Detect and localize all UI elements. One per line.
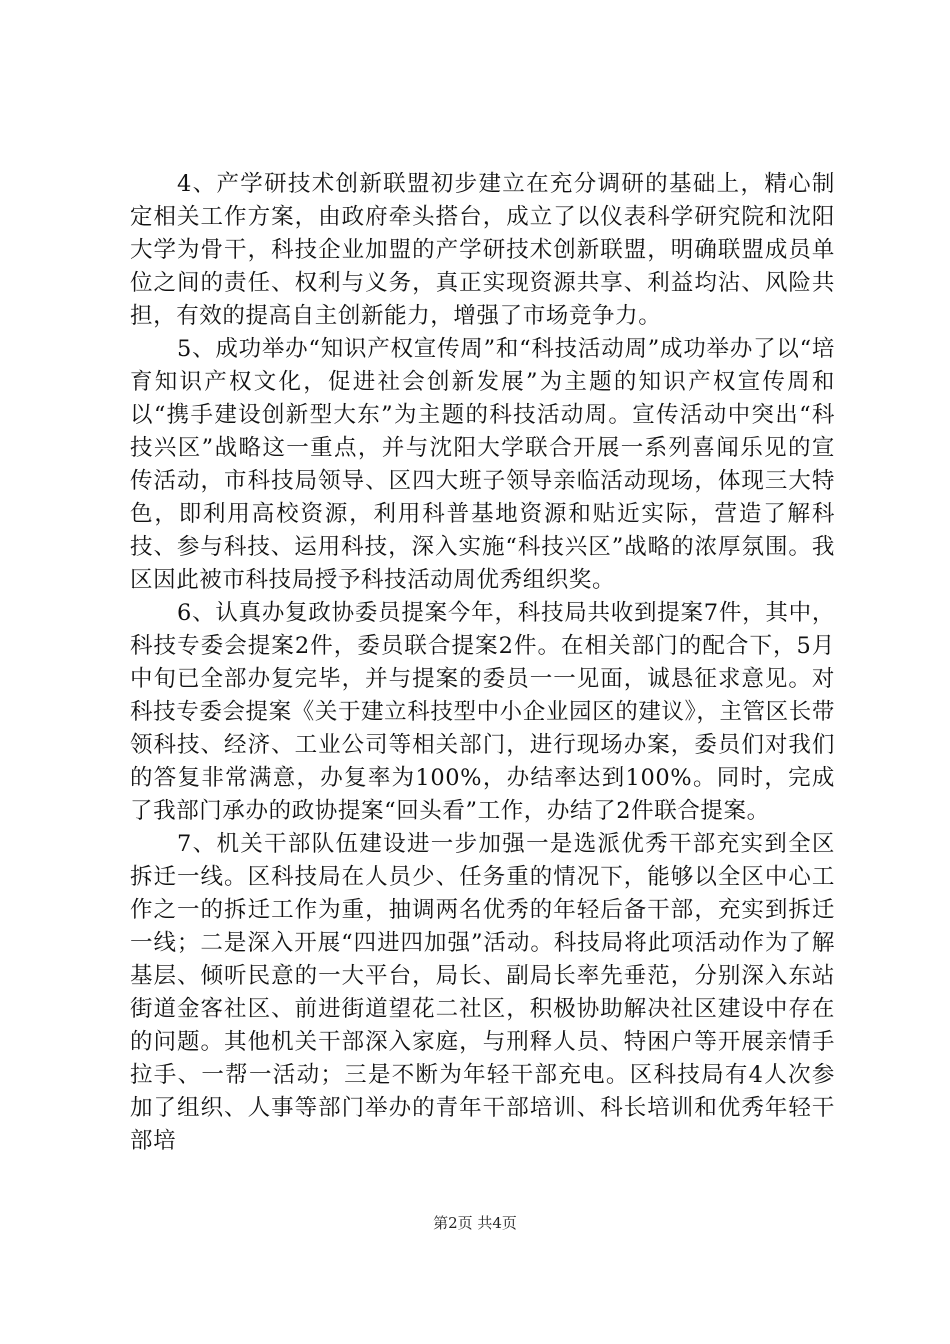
page-number-indicator: 第2页 共4页 <box>433 1214 517 1232</box>
paragraph-item-7: 7、机关干部队伍建设进一步加强一是选派优秀干部充实到全区拆迁一线。区科技局在人员少、任务重的情况下，能够以全区中心工作之一的拆迁工作为重，抽调两名优秀的年轻后备干部，充实到拆迁一线；二是深入开展“四进四加强”活动。科技局将此项活动作为了解基层、倾听民意的一大平台，局长、副局长率先垂范，分别深入东站街道金客社区、前进街道望花二社区，积极协助解决社区建设中存在的问题。其他机关干部深入家庭，与刑释人员、特困户等开展亲情手拉手、一帮一活动；三是不断为年轻干部充电。区科技局有4人次参加了组织、人事等部门举办的青年干部培训、科长培训和优秀年轻干部培 <box>130 831 835 1154</box>
page-footer <box>0 1213 950 1233</box>
document-body <box>130 168 835 1158</box>
paragraph-item-4: 4、产学研技术创新联盟初步建立在充分调研的基础上，精心制定相关工作方案，由政府牵头搭台，成立了以仪表科学研究院和沈阳大学为骨干，科技企业加盟的产学研技术创新联盟，明确联盟成员单位之间的责任、权利与义务，真正实现资源共享、利益均沾、风险共担，有效的提高自主创新能力，增强了市场竞争力。 <box>130 171 835 329</box>
paragraph-item-6: 6、认真办复政协委员提案今年，科技局共收到提案7件，其中，科技专委会提案2件，委员联合提案2件。在相关部门的配合下，5月中旬已全部办复完毕，并与提案的委员一一见面，诚恳征求意见。对科技专委会提案《关于建立科技型中小企业园区的建议》，主管区长带领科技、经济、工业公司等相关部门，进行现场办案，委员们对我们的答复非常满意，办复率为100%，办结率达到100%。同时，完成了我部门承办的政协提案“回头看”工作，办结了2件联合提案。 <box>130 600 835 824</box>
paragraph-item-5: 5、成功举办“知识产权宣传周”和“科技活动周”成功举办了以“培育知识产权文化，促进社会创新发展”为主题的知识产权宣传周和以“携手建设创新型大东”为主题的科技活动周。宣传活动中突出“科技兴区”战略这一重点，并与沈阳大学联合开展一系列喜闻乐见的宣传活动，市科技局领导、区四大班子领导亲临活动现场，体现三大特色，即利用高校资源，利用科普基地资源和贴近实际，营造了解科技、参与科技、运用科技，深入实施“科技兴区”战略的浓厚氛围。我区因此被市科技局授予科技活动周优秀组织奖。 <box>130 336 835 593</box>
